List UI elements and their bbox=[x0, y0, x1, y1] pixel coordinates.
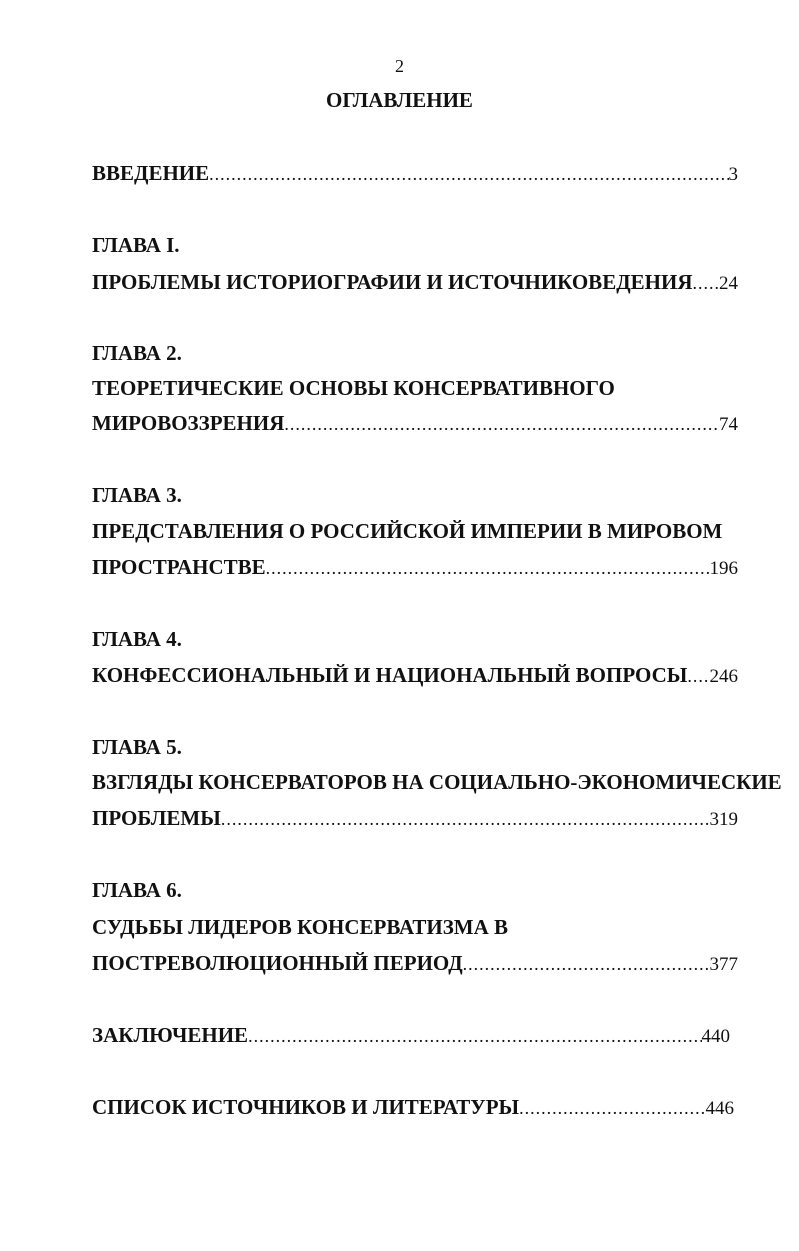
chapter-3-heading: ГЛАВА 3. bbox=[92, 483, 182, 507]
toc-entry-chapter-6[interactable] bbox=[92, 948, 738, 978]
entry-label: ПРОБЛЕМЫ bbox=[92, 806, 221, 830]
entry-page: 196 bbox=[709, 558, 738, 579]
entry-page: 377 bbox=[709, 954, 738, 975]
chapter-6-heading: ГЛАВА 6. bbox=[92, 878, 182, 902]
chapter-3-title-line: ПРЕДСТАВЛЕНИЯ О РОССИЙСКОЙ ИМПЕРИИ В МИРОВОМ bbox=[92, 519, 723, 543]
entry-page: 24 bbox=[719, 273, 738, 294]
dot-leader bbox=[463, 949, 710, 979]
entry-page: 246 bbox=[709, 666, 738, 687]
toc-entry-chapter-1[interactable] bbox=[92, 267, 738, 297]
entry-label: СПИСОК ИСТОЧНИКОВ И ЛИТЕРАТУРЫ bbox=[92, 1095, 520, 1119]
toc-entry-sources[interactable] bbox=[92, 1092, 734, 1122]
entry-page: 446 bbox=[705, 1098, 734, 1119]
dot-leader bbox=[693, 268, 720, 298]
chapter-6-title-line: СУДЬБЫ ЛИДЕРОВ КОНСЕРВАТИЗМА В bbox=[92, 915, 509, 939]
entry-page: 3 bbox=[728, 164, 738, 185]
chapter-4-heading: ГЛАВА 4. bbox=[92, 627, 182, 651]
entry-label: ЗАКЛЮЧЕНИЕ bbox=[92, 1023, 249, 1047]
chapter-5-title-line: ВЗГЛЯДЫ КОНСЕРВАТОРОВ НА СОЦИАЛЬНО-ЭКОНОМИЧЕСКИЕ bbox=[92, 770, 782, 794]
toc-entry-chapter-5[interactable] bbox=[92, 803, 738, 833]
entry-page: 440 bbox=[701, 1026, 730, 1047]
toc-title: ОГЛАВЛЕНИЕ bbox=[326, 88, 473, 112]
dot-leader bbox=[221, 804, 710, 834]
dot-leader bbox=[209, 159, 728, 189]
chapter-2-title-line: ТЕОРЕТИЧЕСКИЕ ОСНОВЫ КОНСЕРВАТИВНОГО bbox=[92, 376, 615, 400]
dot-leader bbox=[687, 661, 709, 691]
entry-label: ПРОСТРАНСТВЕ bbox=[92, 555, 266, 579]
dot-leader bbox=[284, 409, 719, 439]
toc-entry-conclusion[interactable] bbox=[92, 1020, 730, 1050]
entry-label: КОНФЕССИОНАЛЬНЫЙ И НАЦИОНАЛЬНЫЙ ВОПРОСЫ bbox=[92, 663, 688, 687]
dot-leader bbox=[519, 1093, 705, 1123]
entry-label: ВВЕДЕНИЕ bbox=[92, 161, 210, 185]
chapter-2-heading: ГЛАВА 2. bbox=[92, 341, 182, 365]
entry-page: 74 bbox=[719, 414, 738, 435]
entry-label: ПРОБЛЕМЫ ИСТОРИОГРАФИИ И ИСТОЧНИКОВЕДЕНИЯ bbox=[92, 270, 693, 294]
chapter-1-heading: ГЛАВА I. bbox=[92, 233, 180, 257]
entry-label: ПОСТРЕВОЛЮЦИОННЫЙ ПЕРИОД bbox=[92, 951, 463, 975]
toc-entry-chapter-4[interactable] bbox=[92, 660, 738, 690]
toc-entry-chapter-2[interactable] bbox=[92, 408, 738, 438]
toc-entry-introduction[interactable] bbox=[92, 158, 738, 188]
entry-page: 319 bbox=[709, 809, 738, 830]
chapter-5-heading: ГЛАВА 5. bbox=[92, 735, 182, 759]
dot-leader bbox=[266, 553, 710, 583]
dot-leader bbox=[248, 1021, 701, 1051]
toc-entry-chapter-3[interactable] bbox=[92, 552, 738, 582]
page-number: 2 bbox=[395, 56, 404, 76]
entry-label: МИРОВОЗЗРЕНИЯ bbox=[92, 411, 285, 435]
